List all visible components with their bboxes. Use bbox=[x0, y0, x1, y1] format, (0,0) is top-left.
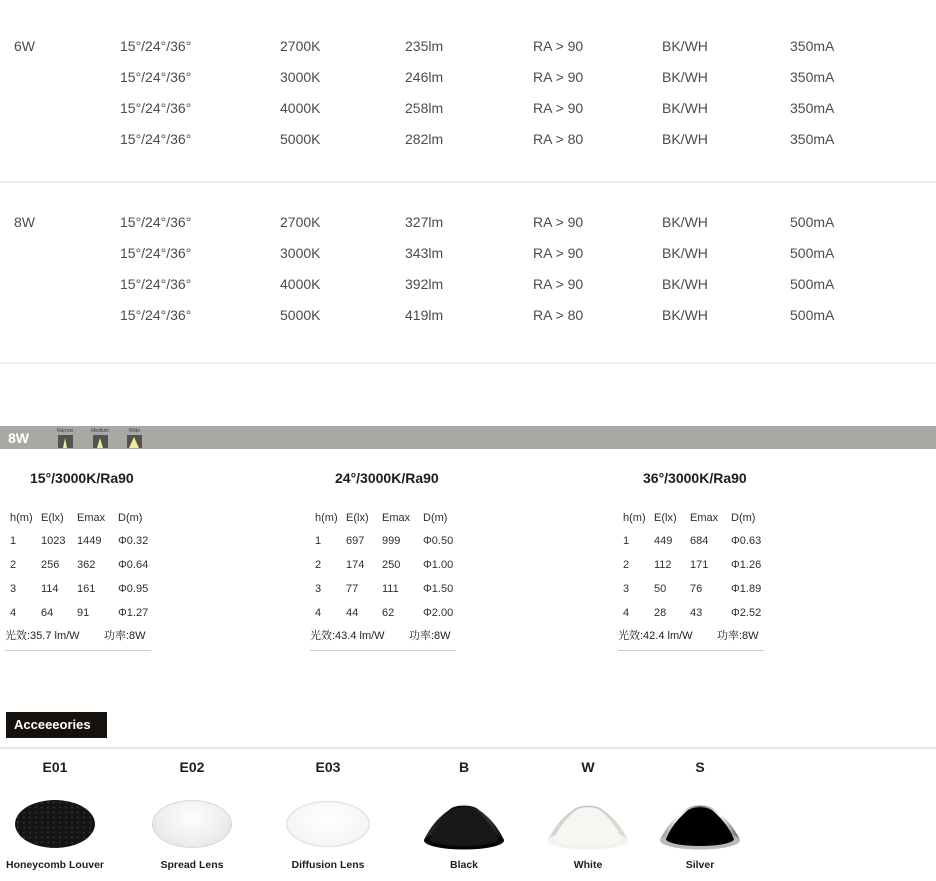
spec-cell: 6W bbox=[14, 38, 35, 54]
accessory-name: Silver bbox=[685, 859, 715, 871]
spec-row bbox=[0, 31, 936, 62]
beam-icons bbox=[57, 428, 160, 449]
spec-cell: 15°/24°/36° bbox=[120, 276, 192, 292]
accessory-code: E03 bbox=[315, 759, 341, 775]
accessory-name: Spread Lens bbox=[160, 859, 224, 871]
photometric-cell: 44 bbox=[346, 607, 359, 619]
spec-cell: RA > 90 bbox=[533, 100, 584, 116]
spec-cell: 2700K bbox=[280, 38, 321, 54]
photometric-cell: Φ1.27 bbox=[118, 607, 149, 619]
col-header-finish: 外观颜色 bbox=[662, 5, 715, 19]
photometric-cell: 3 bbox=[315, 583, 322, 595]
accessory-code: B bbox=[458, 759, 470, 775]
photmetric-col-header: h(m) bbox=[10, 512, 33, 524]
photometric-section bbox=[0, 449, 936, 654]
beam-cone bbox=[97, 438, 103, 448]
photmetric-col-header: Emax bbox=[690, 512, 719, 524]
beam-cone bbox=[129, 437, 139, 448]
photometric-footer bbox=[618, 627, 764, 651]
col-header-cct: 色 温 bbox=[280, 5, 311, 19]
photmetric-col-header: Emax bbox=[382, 512, 411, 524]
spec-table-header bbox=[0, 0, 936, 23]
accessory-code: E02 bbox=[179, 759, 205, 775]
spec-cell: BK/WH bbox=[662, 38, 708, 54]
white-reflector-icon bbox=[544, 795, 632, 853]
photometric-cell: 1 bbox=[623, 535, 630, 547]
photmetric-col-header: D(m) bbox=[118, 512, 143, 524]
accessory-name: Black bbox=[449, 859, 479, 871]
beam-icon-wide bbox=[127, 428, 142, 449]
photometric-cell: Φ0.64 bbox=[118, 559, 149, 571]
spec-cell: 5000K bbox=[280, 131, 321, 147]
spec-cell: 15°/24°/36° bbox=[120, 69, 192, 85]
power-value: 功率:8W bbox=[104, 630, 146, 642]
photometric-cell: 697 bbox=[346, 535, 365, 547]
beam-label: Wide bbox=[128, 428, 141, 434]
photometric-table bbox=[618, 470, 788, 651]
black-reflector-icon bbox=[420, 795, 508, 853]
photometric-footer bbox=[5, 627, 151, 651]
accessory-name: Diffusion Lens bbox=[291, 859, 365, 871]
accessory-name: Honeycomb Louver bbox=[5, 859, 105, 871]
photmetric-col-header: h(m) bbox=[315, 512, 338, 524]
photometric-cell: 62 bbox=[382, 607, 395, 619]
spec-cell: 15°/24°/36° bbox=[120, 307, 192, 323]
photometric-cell: 256 bbox=[41, 559, 60, 571]
honeycomb-louver-icon bbox=[15, 800, 95, 848]
photometric-cell: 4 bbox=[315, 607, 322, 619]
photometric-cell: Φ0.50 bbox=[423, 535, 454, 547]
spec-group bbox=[0, 23, 936, 155]
photometric-cell: 999 bbox=[382, 535, 401, 547]
spec-cell: RA > 90 bbox=[533, 214, 584, 230]
spec-cell: BK/WH bbox=[662, 69, 708, 85]
photometric-table-title: 24°/3000K/Ra90 bbox=[335, 470, 439, 486]
photometric-table-title: 36°/3000K/Ra90 bbox=[643, 470, 747, 486]
diffusion-lens-icon bbox=[286, 801, 370, 847]
photometric-cell: 171 bbox=[690, 559, 709, 571]
accessory-image bbox=[523, 793, 653, 855]
silver-reflector-icon bbox=[656, 795, 744, 853]
photometric-cell: 43 bbox=[690, 607, 703, 619]
photometric-cell: 114 bbox=[41, 583, 59, 595]
spec-cell: BK/WH bbox=[662, 307, 708, 323]
spec-cell: 282lm bbox=[405, 131, 444, 147]
photometric-cell: 28 bbox=[654, 607, 667, 619]
spec-cell: 4000K bbox=[280, 276, 321, 292]
spec-cell: 350mA bbox=[790, 69, 835, 85]
photometric-power-bar bbox=[0, 426, 936, 449]
photometric-cell: Φ1.89 bbox=[731, 583, 762, 595]
photmetric-col-header: D(m) bbox=[731, 512, 756, 524]
photmetric-col-header: E(lx) bbox=[654, 512, 677, 524]
spec-cell bbox=[14, 238, 120, 269]
spec-cell bbox=[14, 300, 120, 331]
photometric-grid bbox=[315, 507, 480, 625]
spec-cell: 343lm bbox=[405, 245, 444, 261]
photometric-cell: 76 bbox=[690, 583, 703, 595]
photometric-cell: 449 bbox=[654, 535, 673, 547]
photometric-cell: 2 bbox=[10, 559, 17, 571]
spec-cell: 2700K bbox=[280, 214, 321, 230]
spec-cell bbox=[14, 93, 120, 124]
spec-table-body bbox=[0, 23, 936, 331]
photometric-cell: 4 bbox=[623, 607, 630, 619]
spec-cell: 500mA bbox=[790, 214, 835, 230]
beam-label: Narrow bbox=[57, 428, 74, 434]
spec-cell: 350mA bbox=[790, 100, 835, 116]
photometric-cell: 4 bbox=[10, 607, 17, 619]
beam-icon-narrow bbox=[57, 428, 73, 449]
photometric-cell: 2 bbox=[623, 559, 630, 571]
spec-cell: BK/WH bbox=[662, 214, 708, 230]
photometric-grid bbox=[10, 507, 175, 625]
spec-cell: 15°/24°/36° bbox=[120, 100, 192, 116]
accessory-image bbox=[635, 793, 765, 855]
accessory-code: S bbox=[695, 759, 705, 775]
photometric-cell: Φ2.52 bbox=[731, 607, 762, 619]
photometric-grid bbox=[623, 507, 788, 625]
efficacy-value: 光效:42.4 lm/W bbox=[618, 630, 693, 642]
spec-cell: 15°/24°/36° bbox=[120, 131, 192, 147]
spec-cell: 8W bbox=[14, 214, 35, 230]
spec-cell: 419lm bbox=[405, 307, 444, 323]
photmetric-col-header: h(m) bbox=[623, 512, 646, 524]
beam-label: Medium bbox=[91, 428, 109, 434]
photometric-cell: 50 bbox=[654, 583, 667, 595]
spec-cell: 350mA bbox=[790, 38, 835, 54]
accessory-code: W bbox=[581, 759, 595, 775]
photometric-cell: 161 bbox=[77, 583, 96, 595]
power-bar-label: 8W bbox=[8, 430, 29, 446]
spec-cell: RA > 90 bbox=[533, 276, 584, 292]
spec-cell: 15°/24°/36° bbox=[120, 245, 192, 261]
photometric-cell: Φ1.50 bbox=[423, 583, 454, 595]
spec-cell: 350mA bbox=[790, 131, 835, 147]
spec-cell: 500mA bbox=[790, 245, 835, 261]
accessory-code: E01 bbox=[42, 759, 68, 775]
col-header-cri: 显 指 bbox=[533, 5, 564, 19]
spec-cell: 3000K bbox=[280, 69, 321, 85]
col-header-flux: 光通量 bbox=[405, 5, 445, 19]
accessory-image bbox=[127, 793, 257, 855]
photometric-footer bbox=[310, 627, 456, 651]
beam-cone bbox=[63, 438, 67, 448]
spec-cell: BK/WH bbox=[662, 131, 708, 147]
photometric-cell: Φ0.95 bbox=[118, 583, 149, 595]
spec-row bbox=[0, 124, 936, 155]
accessories-items bbox=[0, 749, 936, 881]
photometric-cell: 362 bbox=[77, 559, 96, 571]
divider bbox=[0, 362, 936, 364]
beam-icon-medium bbox=[91, 428, 109, 449]
photometric-cell: 111 bbox=[382, 583, 399, 595]
spec-cell: 235lm bbox=[405, 38, 444, 54]
photometric-cell: 1023 bbox=[41, 535, 66, 547]
spec-cell: 15°/24°/36° bbox=[120, 38, 192, 54]
spec-cell bbox=[14, 124, 120, 155]
spec-cell bbox=[14, 62, 120, 93]
spec-cell: 500mA bbox=[790, 307, 835, 323]
spec-row bbox=[0, 93, 936, 124]
spec-cell: 327lm bbox=[405, 214, 444, 230]
photometric-cell: 3 bbox=[10, 583, 17, 595]
photmetric-col-header: E(lx) bbox=[41, 512, 64, 524]
spec-row bbox=[0, 238, 936, 269]
photmetric-col-header: E(lx) bbox=[346, 512, 369, 524]
spec-cell: 5000K bbox=[280, 307, 321, 323]
accessory-image bbox=[263, 793, 393, 855]
photometric-cell: 91 bbox=[77, 607, 90, 619]
photometric-cell: 250 bbox=[382, 559, 401, 571]
spec-cell bbox=[14, 269, 120, 300]
spec-cell: 3000K bbox=[280, 245, 321, 261]
efficacy-value: 光效:35.7 lm/W bbox=[5, 630, 80, 642]
photometric-cell: 1449 bbox=[77, 535, 102, 547]
spec-row bbox=[0, 62, 936, 93]
spec-cell: BK/WH bbox=[662, 245, 708, 261]
photmetric-col-header: Emax bbox=[77, 512, 106, 524]
photometric-table bbox=[310, 470, 480, 651]
photometric-table bbox=[5, 470, 175, 651]
spec-cell: 500mA bbox=[790, 276, 835, 292]
photometric-cell: 3 bbox=[623, 583, 630, 595]
col-header-beam-angle: 光束角 bbox=[120, 5, 160, 19]
accessories-section-label: Acceeeories bbox=[6, 712, 107, 738]
photometric-cell: Φ1.26 bbox=[731, 559, 762, 571]
spec-cell: BK/WH bbox=[662, 100, 708, 116]
photometric-cell: 1 bbox=[10, 535, 17, 547]
spread-lens-icon bbox=[152, 800, 232, 848]
col-header-current: 电 流 bbox=[790, 5, 821, 19]
photometric-cell: Φ0.32 bbox=[118, 535, 149, 547]
photometric-cell: 112 bbox=[654, 559, 672, 571]
photometric-cell: 64 bbox=[41, 607, 54, 619]
spec-group bbox=[0, 183, 936, 331]
photometric-cell: 1 bbox=[315, 535, 322, 547]
spec-cell: 392lm bbox=[405, 276, 444, 292]
photometric-cell: 174 bbox=[346, 559, 365, 571]
photometric-cell: Φ2.00 bbox=[423, 607, 454, 619]
spec-cell: RA > 80 bbox=[533, 307, 584, 323]
accessory-name: White bbox=[573, 859, 603, 871]
spec-cell: BK/WH bbox=[662, 276, 708, 292]
spec-cell: 15°/24°/36° bbox=[120, 214, 192, 230]
medium-beam-icon bbox=[93, 435, 108, 448]
spec-cell: RA > 80 bbox=[533, 131, 584, 147]
spec-cell: 4000K bbox=[280, 100, 321, 116]
power-value: 功率:8W bbox=[409, 630, 451, 642]
photometric-cell: 77 bbox=[346, 583, 359, 595]
efficacy-value: 光效:43.4 lm/W bbox=[310, 630, 385, 642]
power-value: 功率:8W bbox=[717, 630, 759, 642]
photometric-cell: 2 bbox=[315, 559, 322, 571]
photometric-cell: Φ1.00 bbox=[423, 559, 454, 571]
photometric-cell: Φ0.63 bbox=[731, 535, 762, 547]
spec-row bbox=[0, 300, 936, 331]
spec-cell: 246lm bbox=[405, 69, 444, 85]
photometric-cell: 684 bbox=[690, 535, 709, 547]
col-header-power: 功 率 bbox=[14, 5, 45, 19]
spec-cell: RA > 90 bbox=[533, 38, 584, 54]
spec-row bbox=[0, 207, 936, 238]
accessory-image bbox=[399, 793, 529, 855]
spec-cell: 258lm bbox=[405, 100, 444, 116]
accessory-image bbox=[0, 793, 120, 855]
spec-cell: RA > 90 bbox=[533, 245, 584, 261]
photmetric-col-header: D(m) bbox=[423, 512, 448, 524]
spec-row bbox=[0, 269, 936, 300]
wide-beam-icon bbox=[127, 435, 142, 448]
spec-cell: RA > 90 bbox=[533, 69, 584, 85]
photometric-table-title: 15°/3000K/Ra90 bbox=[30, 470, 134, 486]
narrow-beam-icon bbox=[58, 435, 73, 448]
